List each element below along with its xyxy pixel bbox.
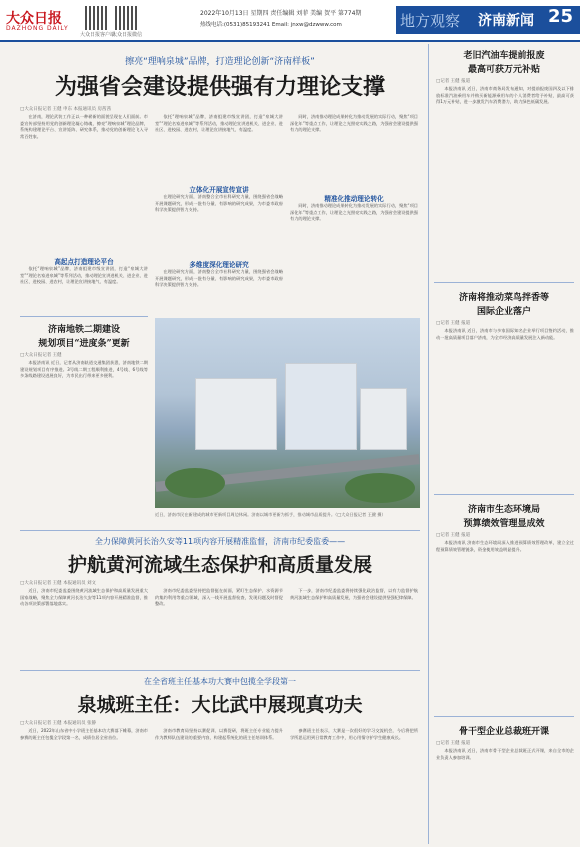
right-text-4: 本报济南讯 近日，济南市骨干型企业总裁班正式开课，来自全市的企业负责人参加培训。 <box>436 748 574 760</box>
second-headline: 护航黄河流域生态保护和高质量发展 <box>67 554 372 576</box>
divider <box>20 670 420 671</box>
lead-column-2c: 在理论研究方面，济南整合全市社科研究力量，围绕强省会战略开展课题研究，形成一批有分量、有影响的研究成果，为市委市政府科学决策提供智力支持。 <box>155 269 283 288</box>
lead-subhead-1: 高起点打造理论平台 <box>54 258 114 266</box>
third-column-3: 参赛班主任表示，大赛是一次很好的学习交流机会，今后将把所学所思运用到日常教育工作中，用心用情守护学生健康成长。 <box>290 728 418 740</box>
subleft-kicker: 济南地铁二期建设 <box>47 325 120 335</box>
masthead <box>0 0 580 42</box>
edition-name: 济南新闻 <box>478 13 534 29</box>
lead-subhead-4: 精准化推动理论转化 <box>324 195 384 203</box>
qr-code-icon <box>85 6 109 30</box>
right-byline-2: □记者 王健 报道 <box>436 321 471 326</box>
third-column-2: 济南市教育局坚持以赛促训、以赛促研，将班主任专业能力提升作为教师队伍建设的重要内容，构建起系统化的班主任培训体系。 <box>155 728 283 740</box>
third-kicker: 在全省班主任基本功大赛中包揽全学段第一 <box>144 677 296 686</box>
divider <box>434 282 574 283</box>
qr-code-icon <box>115 6 139 30</box>
second-kicker: 全力保障黄河长治久安等11项内容开展精准监督，济南市纪委监委—— <box>94 537 346 546</box>
photo-building <box>285 363 357 450</box>
right-headline-2b: 国际企业落户 <box>476 307 531 317</box>
newspaper-logo-sub: DAZHONG DAILY <box>6 25 69 32</box>
right-text-3: 本报济南讯 济南市生态环境局深入推进预算绩效管理改革，建立全过程预算绩效管理链条，资金使用效益明显提升。 <box>436 540 574 552</box>
lead-headline: 为强省会建设提供强有力理论支撑 <box>54 74 385 100</box>
divider <box>434 494 574 495</box>
second-byline: □大众日报记者 王健 本报通讯员 刘文 <box>20 581 97 586</box>
lead-column-1: 在济南，理论武装工作正以一种崭新的面貌呈现在人们面前。市委宣传部坚持用党的创新理论凝心铸魂，擦亮“理响泉城”理论品牌，系统构建理论平台、宣讲矩阵、研究体系，推动党的创新理论飞入寻常百姓家。 <box>20 114 148 139</box>
third-column-1: 近日，2022年山东省中小学班主任基本功大赛落下帷幕，济南市参赛的班主任包揽全学段第一名，成绩位居全省首位。 <box>20 728 148 740</box>
right-headline-3b: 预算绩效管理显成效 <box>463 519 545 529</box>
right-headline-1a: 老旧汽油车提前报废 <box>463 51 545 61</box>
right-headline-1b: 最高可获万元补贴 <box>467 65 540 75</box>
hotline: 热线电话:(0531)85193241 Email: jnxw@dzwww.com <box>200 22 342 28</box>
photo-trees <box>165 468 225 498</box>
photo-building <box>360 388 407 450</box>
second-column-2: 济南市纪委监委坚持把监督挺在前面，紧盯生态保护、水资源节约集约利用等重点领域，深入一线开展监督检查，发现问题及时督促整改。 <box>155 588 283 607</box>
lead-column-2: 依托“理响泉城”品牌，济南组建市级宣讲团，打造“泉城大讲堂”“理论名家进泉城”等系列活动，推动理论宣讲进机关、进企业、进社区、进校园、进农村，让理论宣讲接地气、有温度。 <box>155 114 283 133</box>
lead-column-3: 同时，济南推动理论成果转化为推动发展的实际行动，聚焦“项目深化年”等重点工作，让理论之光照亮实践之路，为强省会建设提供强有力的理论支撑。 <box>290 114 418 133</box>
photo-building <box>195 378 277 450</box>
divider <box>20 316 148 317</box>
lead-photo-caption: 近日，济南市民在新建成的城市更新项目周边休闲。济南以城市更新为抓手，推动城市品质提升。（□大众日报记者 王健 摄） <box>155 512 386 517</box>
lead-byline: □大众日报记者 王健 申东 本报通讯员 房茜茜 <box>20 107 111 112</box>
right-headline-3a: 济南市生态环境局 <box>467 505 540 515</box>
third-headline: 泉城班主任：大比武中展现真功夫 <box>77 694 363 716</box>
divider <box>20 530 420 531</box>
right-byline-3: □记者 王健 报道 <box>436 533 471 538</box>
divider <box>434 716 574 717</box>
lead-kicker: 擦亮“理响泉城”品牌，打造理论创新“济南样板” <box>125 57 315 67</box>
qr-caption: 大众日报客户端 <box>80 32 116 38</box>
right-text-1: 本报济南讯 近日，济南市商务局发布通知，对提前报废国四及以下排放标准汽油乘用车并购买新能源乘用车的个人消费者给予补贴，最高可获得1万元补贴，进一步激发汽车消费潜力，助力绿色低碳发展。 <box>436 86 574 105</box>
right-headline-2a: 济南将推动菜鸟拌香等 <box>458 293 549 303</box>
qr-caption: 大众日报微信 <box>112 32 143 38</box>
right-byline-4: □记者 王健 报道 <box>436 741 471 746</box>
lead-photo <box>155 318 420 508</box>
right-text-2: 本报济南讯 近日，济南市与多家国际知名企业举行项目签约活动，推动一批高质量项目落户济南，为全市经济高质量发展注入新动能。 <box>436 328 574 340</box>
lead-column-1b: 依托“理响泉城”品牌，济南组建市级宣讲团，打造“泉城大讲堂”“理论名家进泉城”等系列活动，推动理论宣讲进机关、进企业、进社区、进校园、进农村，让理论宣讲接地气、有温度。 <box>20 266 148 285</box>
photo-trees <box>345 473 415 503</box>
lead-column-3b: 同时，济南推动理论成果转化为推动发展的实际行动，聚焦“项目深化年”等重点工作，让理论之光照亮实践之路，为强省会建设提供强有力的理论支撑。 <box>290 203 418 222</box>
page-number: 25 <box>548 6 574 27</box>
lead-column-2b: 在理论研究方面，济南整合全市社科研究力量，围绕强省会战略开展课题研究，形成一批有分量、有影响的研究成果，为市委市政府科学决策提供智力支持。 <box>155 194 283 213</box>
subleft-headline: 规划项目“进度条”更新 <box>38 339 130 349</box>
right-headline-4: 骨干型企业总裁班开课 <box>458 727 549 737</box>
section-name: 地方观察 <box>400 12 461 30</box>
newspaper-logo: 大众日报 <box>6 11 62 27</box>
subleft-byline: □大众日报记者 王健 <box>20 353 62 358</box>
subleft-column: 本报济南讯 近日，记者从济南轨道交通集团获悉，济南地铁二期建设规划项目有序推进。3号线二期工程顺利推进，4号线、6号线等多条线路建设进展良好，为市民出行带来更多便利。 <box>20 360 148 379</box>
lead-subhead-2: 立体化开展宣传宣讲 <box>189 186 249 194</box>
column-divider <box>428 44 429 844</box>
lead-subhead-3: 多维度深化理论研究 <box>189 261 249 269</box>
second-column-3: 下一步，济南市纪委监委将持续强化政治监督，以有力监督护航黄河流域生态保护和高质量发展，为强省会建设提供坚强纪律保障。 <box>290 588 418 600</box>
right-byline-1: □记者 王健 报道 <box>436 79 471 84</box>
second-column-1: 近日，济南市纪委监委围绕黄河流域生态保护和高质量发展重大国家战略，聚焦全力保障黄河长治久安等11项内容开展精准监督，推动各项决策部署落地落实。 <box>20 588 148 607</box>
third-byline: □大众日报记者 王健 本报通讯员 张静 <box>20 721 97 726</box>
dateline: 2022年10月13日 星期四 责任编辑 刘菲 美编 贺平 第774期 <box>200 10 362 17</box>
